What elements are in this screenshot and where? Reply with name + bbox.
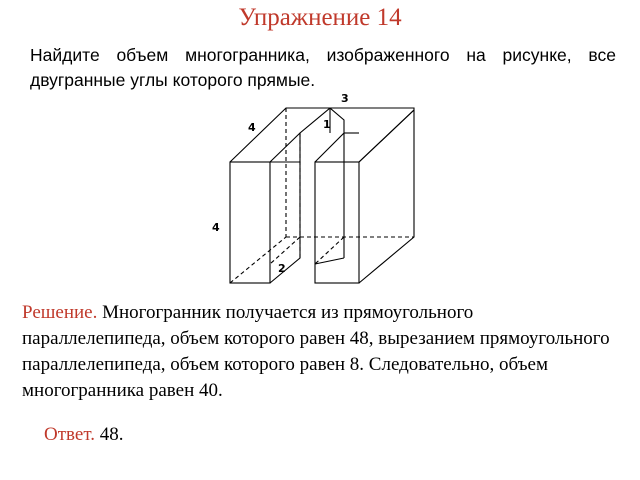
hidden-edges [230, 108, 414, 283]
right-pillar-front [315, 162, 359, 283]
task-text: Найдите объем многогранника, изображенного на рисунке, все двугранные углы которого прямые. [30, 45, 616, 90]
polyhedron-figure [200, 88, 440, 298]
hidden-edge-inner-bottom-2 [315, 237, 344, 264]
label-cut-depth: 2 [278, 262, 286, 275]
label-top-gap: 1 [323, 118, 331, 131]
left-pillar-front [230, 162, 270, 283]
hidden-edge-inner-bottom [270, 237, 300, 264]
solution-text: Многогранник получается из прямоугольного параллелепипеда, объем которого равен 48, вырезанием прямоугольного параллелепипеда, объем которого равен 8. Следовательно, объем многогранника равен 40. [22, 302, 610, 401]
page-title: Упражнение 14 [238, 4, 402, 31]
answer-block [44, 422, 123, 448]
answer-value: 48. [94, 424, 124, 445]
solution-label: Решение. [22, 302, 98, 323]
label-top-width: 3 [341, 92, 349, 105]
label-height: 4 [212, 221, 220, 234]
solution-block [22, 300, 612, 404]
answer-label: Ответ. [44, 424, 95, 445]
label-top-depth: 4 [248, 121, 256, 134]
left-pillar-top [230, 108, 330, 162]
